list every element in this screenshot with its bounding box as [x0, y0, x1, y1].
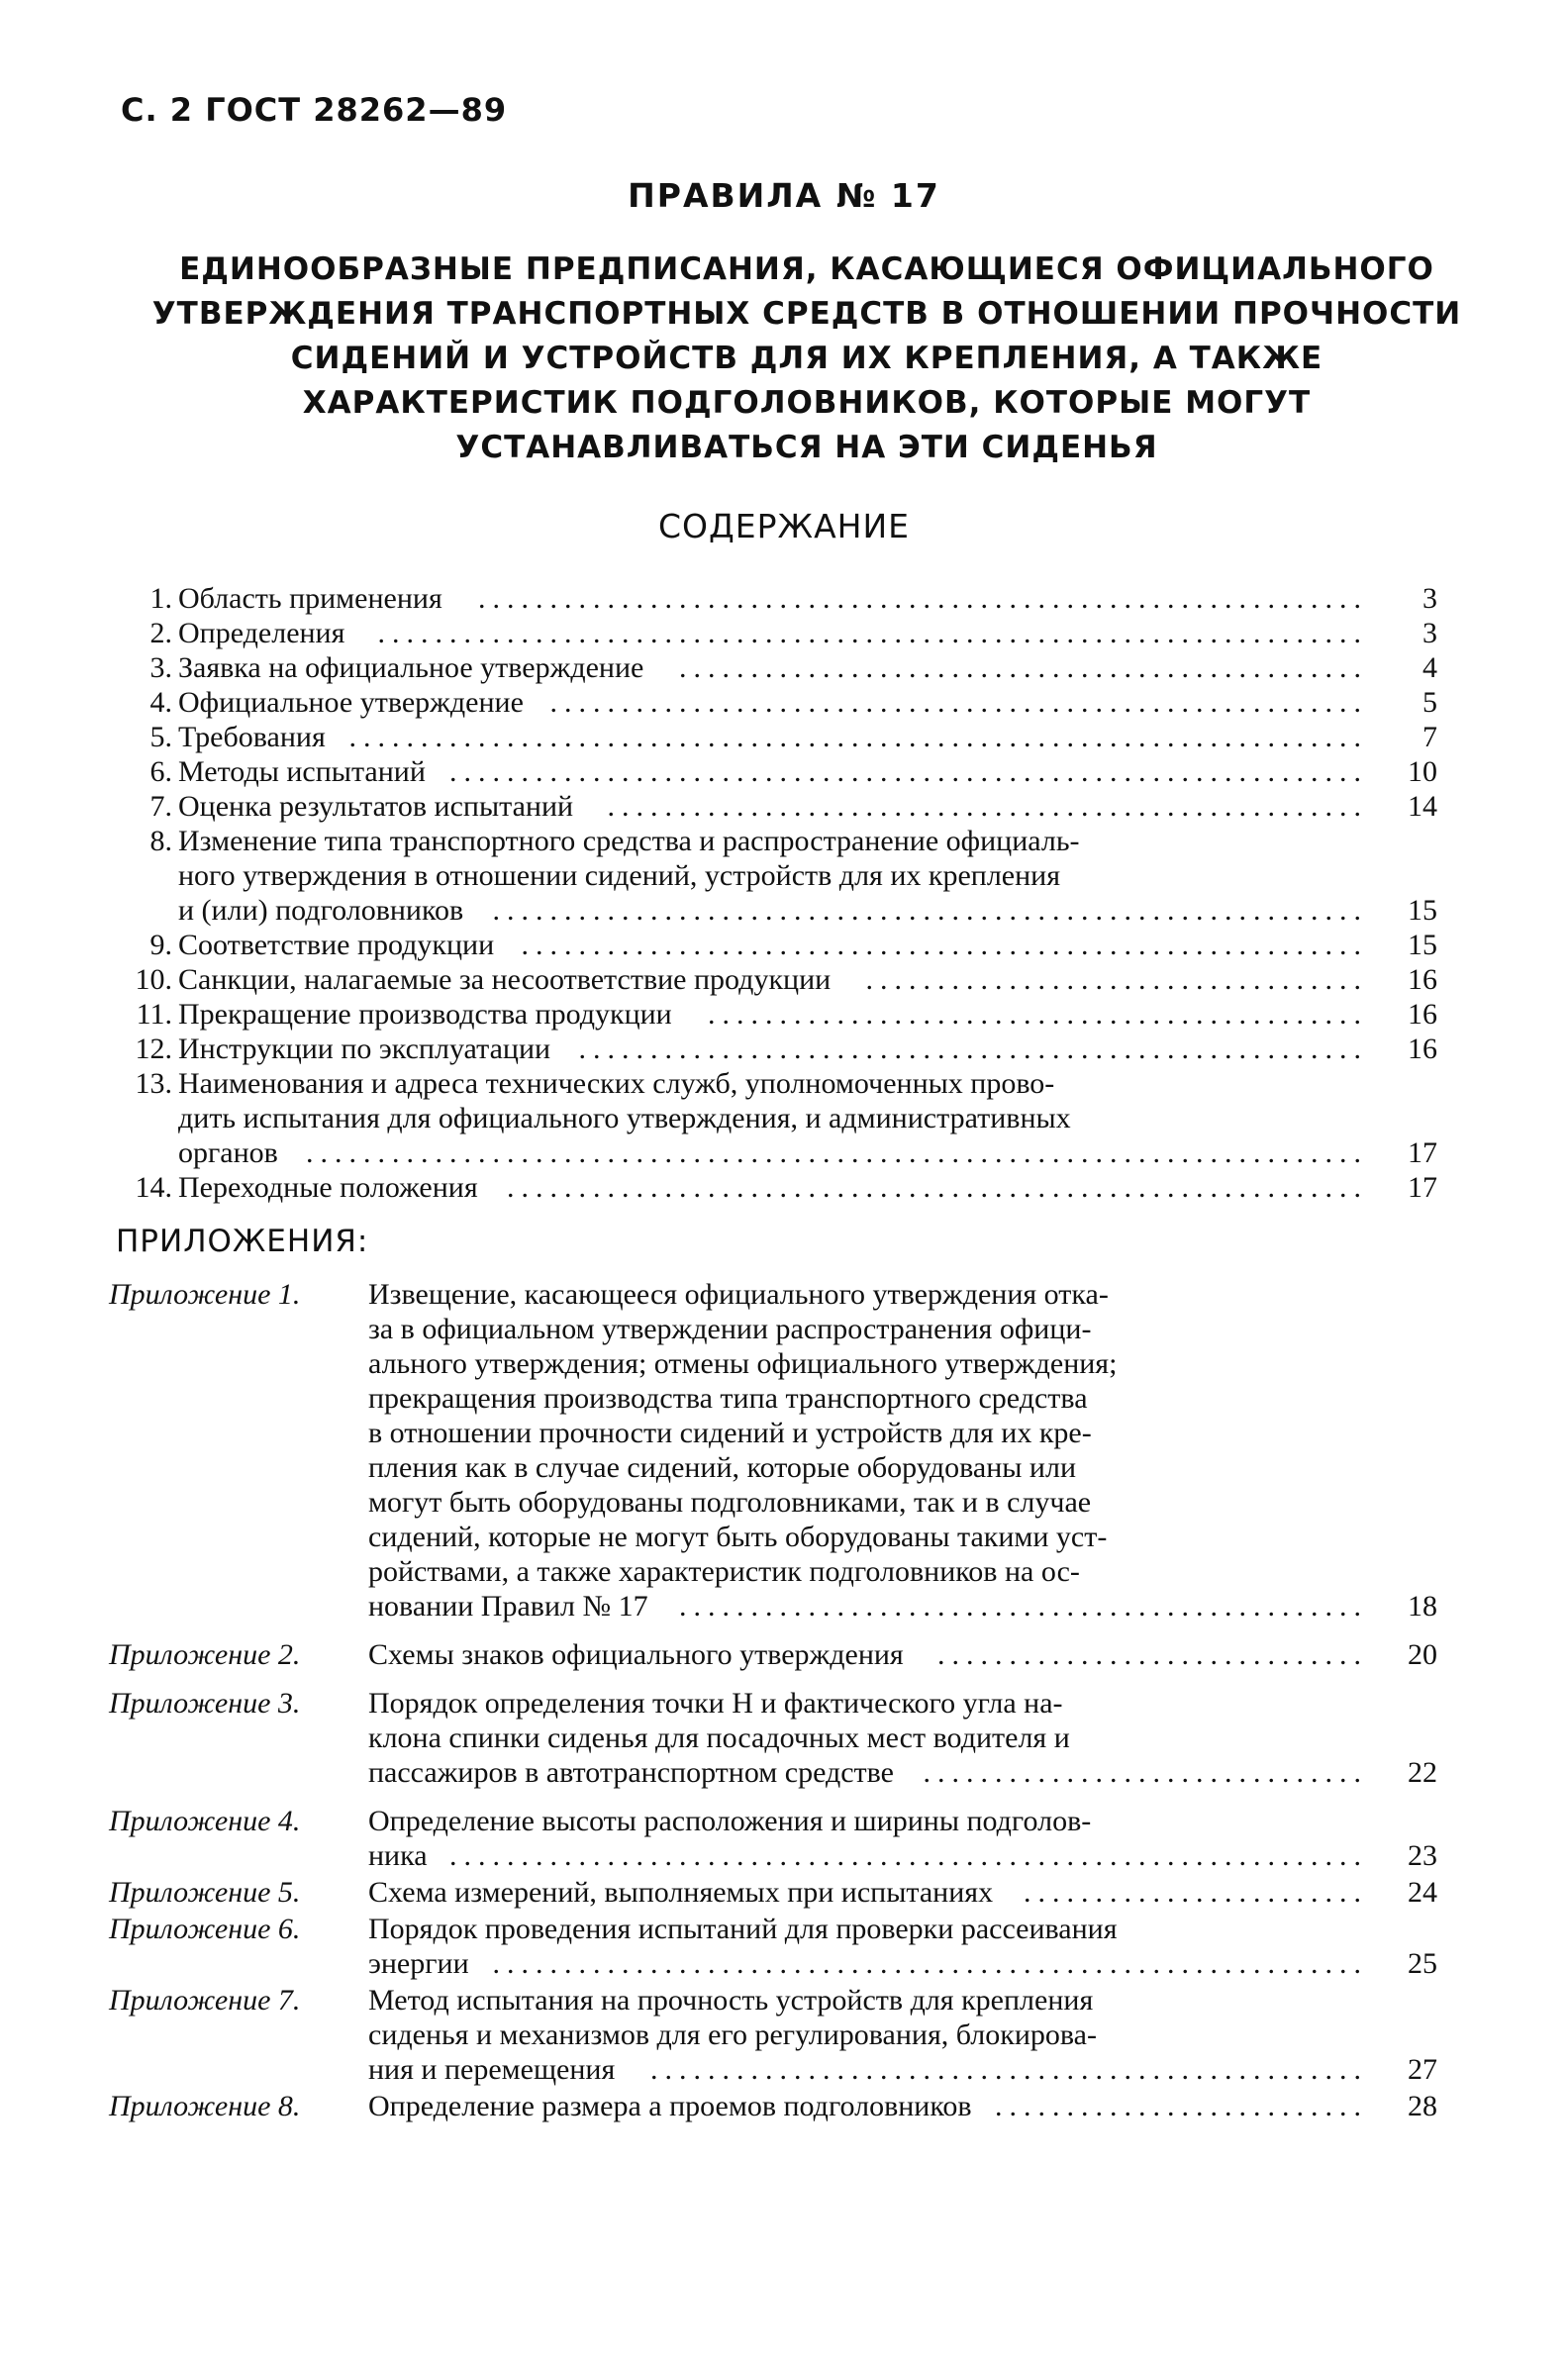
toc-line: [111, 581, 1437, 616]
toc-text: Требования: [178, 721, 326, 753]
toc-text: Соответствие продукции: [178, 929, 495, 961]
appendix-entry: [109, 1983, 1437, 2087]
toc-text: и (или) подголовников: [178, 894, 464, 927]
toc-number: 9.: [149, 929, 172, 961]
toc-line: [111, 928, 1437, 962]
leader-dots: .....................................................................: [377, 617, 1368, 649]
toc-line: [111, 1032, 1437, 1066]
appendix-line: [368, 1554, 1437, 1589]
toc-line: [111, 754, 1437, 789]
toc-line: [111, 893, 1437, 928]
leader-dots: ................................................: [679, 1590, 1368, 1623]
appendix-label: Приложение 3.: [109, 1687, 301, 1720]
document-title-line: ХАРАКТЕРИСТИК ПОДГОЛОВНИКОВ, КОТОРЫЕ МОГУТ: [302, 385, 1312, 421]
appendix-page-number: 28: [1408, 2090, 1437, 2122]
document-title-line: УСТАНАВЛИВАТЬСЯ НА ЭТИ СИДЕНЬЯ: [455, 430, 1158, 465]
toc-number: 13.: [135, 1067, 172, 1100]
toc-line: [111, 1135, 1437, 1170]
toc-text: дить испытания для официального утверждения, и административных: [178, 1102, 1071, 1134]
toc-number: 12.: [135, 1033, 172, 1065]
rules-title: ПРАВИЛА № 17: [628, 176, 940, 215]
toc-entry: [111, 1032, 1437, 1066]
toc-page-number: 15: [1408, 894, 1437, 927]
toc-entry: [111, 997, 1437, 1032]
appendix-text: Порядок определения точки H и фактического угла на-: [368, 1687, 1063, 1720]
leader-dots: .............................................................: [492, 1947, 1368, 1980]
appendix-line: [368, 1755, 1437, 1790]
toc-line: [111, 858, 1437, 893]
toc-number: 8.: [149, 825, 172, 857]
toc-page-number: 16: [1408, 963, 1437, 996]
leader-dots: ..............................................: [708, 998, 1368, 1031]
appendix-page-number: 24: [1408, 1876, 1437, 1909]
leader-dots: ..................................................: [650, 2053, 1368, 2086]
appendix-text: Метод испытания на прочность устройств для крепления: [368, 1984, 1094, 2017]
toc-entry: [111, 754, 1437, 789]
document-title-line: УТВЕРЖДЕНИЯ ТРАНСПОРТНЫХ СРЕДСТВ В ОТНОШЕНИИ ПРОЧНОСТИ: [151, 296, 1462, 332]
appendix-label: Приложение 4.: [109, 1805, 301, 1837]
appendix-text: ройствами, а также характеристик подголовников на ос-: [368, 1555, 1080, 1588]
toc-text: Методы испытаний: [178, 755, 426, 788]
toc-text: Прекращение производства продукции: [178, 998, 672, 1031]
toc-number: 2.: [149, 617, 172, 649]
appendix-page-number: 25: [1408, 1947, 1437, 1980]
toc-text: Определения: [178, 617, 345, 649]
appendices-list: [109, 1277, 1437, 2137]
appendix-line: [368, 1912, 1437, 1946]
toc-entry: [111, 1170, 1437, 1205]
leader-dots: ..........................................................................: [306, 1136, 1368, 1169]
toc-line: [111, 1101, 1437, 1135]
appendix-text: сиденья и механизмов для его регулирования, блокирова-: [368, 2018, 1097, 2051]
document-title-line: ЕДИНООБРАЗНЫЕ ПРЕДПИСАНИЯ, КАСАЮЩИЕСЯ ОФИЦИАЛЬНОГО: [179, 251, 1434, 287]
leader-dots: ...........................................................: [521, 929, 1368, 961]
toc-page-number: 4: [1422, 651, 1437, 684]
toc-entry: [111, 685, 1437, 720]
toc-text: ного утверждения в отношении сидений, устройств для их крепления: [178, 859, 1061, 892]
appendix-text: пления как в случае сидений, которые оборудованы или: [368, 1451, 1077, 1484]
toc-entry: [111, 720, 1437, 754]
appendix-entry: [109, 1277, 1437, 1624]
appendix-entry: [109, 1804, 1437, 1873]
toc-entry: [111, 928, 1437, 962]
appendix-entry: [109, 1912, 1437, 1981]
appendix-line: [368, 1838, 1437, 1873]
toc-page-number: 10: [1408, 755, 1437, 788]
appendix-text: сидений, которые не могут быть оборудованы такими уст-: [368, 1521, 1108, 1553]
toc-line: [111, 1170, 1437, 1205]
leader-dots: ...............................: [923, 1756, 1368, 1789]
toc-number: 11.: [136, 998, 172, 1031]
document-title-line: СИДЕНИЙ И УСТРОЙСТВ ДЛЯ ИХ КРЕПЛЕНИЯ, А ТАКЖЕ: [290, 341, 1323, 376]
toc-entry: [111, 1066, 1437, 1170]
appendix-line: [368, 1983, 1437, 2018]
toc-line: [111, 650, 1437, 685]
toc-line: [111, 962, 1437, 997]
appendix-page-number: 20: [1408, 1638, 1437, 1671]
leader-dots: ................................................................: [449, 1839, 1368, 1872]
leader-dots: ................................................................: [449, 755, 1368, 788]
appendix-text: прекращения производства типа транспортного средства: [368, 1382, 1088, 1415]
appendix-page-number: 18: [1408, 1590, 1437, 1623]
appendix-line: [368, 1416, 1437, 1450]
appendix-text: ального утверждения; отмены официального утверждения;: [368, 1347, 1118, 1380]
toc-page-number: 7: [1422, 721, 1437, 753]
appendix-label: Приложение 8.: [109, 2090, 301, 2122]
leader-dots: .............................................................: [492, 894, 1368, 927]
toc-number: 10.: [135, 963, 172, 996]
toc-text: Официальное утверждение: [178, 686, 524, 719]
appendix-line: [368, 2089, 1437, 2123]
appendix-line: [368, 1804, 1437, 1838]
toc-text: Оценка результатов испытаний: [178, 790, 574, 823]
toc-page-number: 14: [1408, 790, 1437, 823]
appendix-label: Приложение 6.: [109, 1913, 301, 1945]
appendix-label: Приложение 1.: [109, 1278, 301, 1311]
appendix-line: [368, 1346, 1437, 1381]
appendix-line: [368, 1520, 1437, 1554]
appendix-line: [368, 1946, 1437, 1981]
appendix-line: [368, 1277, 1437, 1312]
appendix-text: в отношении прочности сидений и устройств для их кре-: [368, 1417, 1092, 1449]
leader-dots: ..............................: [937, 1638, 1368, 1671]
appendix-entry: [109, 1686, 1437, 1790]
toc-line: [111, 824, 1437, 858]
toc-entry: [111, 824, 1437, 928]
toc-number: 3.: [149, 651, 172, 684]
leader-dots: ...................................: [865, 963, 1368, 996]
appendix-line: [368, 2052, 1437, 2087]
leader-dots: ..........................: [995, 2090, 1368, 2122]
toc-entry: [111, 789, 1437, 824]
appendix-page-number: 23: [1408, 1839, 1437, 1872]
appendix-text: за в официальном утверждении распространения офици-: [368, 1313, 1092, 1345]
toc-text: Наименования и адреса технических служб, уполномоченных прово-: [178, 1067, 1055, 1100]
appendix-text: Определение высоты расположения и ширины подголов-: [368, 1805, 1092, 1837]
appendix-label: Приложение 5.: [109, 1876, 301, 1909]
appendices-heading: ПРИЛОЖЕНИЯ:: [116, 1224, 369, 1259]
leader-dots: .....................................................: [607, 790, 1368, 823]
toc-page-number: 16: [1408, 1033, 1437, 1065]
page-header: С. 2 ГОСТ 28262—89: [121, 91, 508, 129]
appendix-line: [368, 1312, 1437, 1346]
toc-text: Область применения: [178, 582, 442, 615]
toc-number: 1.: [149, 582, 172, 615]
appendix-line: [368, 1637, 1437, 1672]
toc-line: [111, 685, 1437, 720]
appendix-line: [368, 1686, 1437, 1721]
appendix-text: ния и перемещения: [368, 2053, 616, 2086]
appendix-entry: [109, 2089, 1437, 2123]
appendix-page-number: 27: [1408, 2053, 1437, 2086]
leader-dots: ................................................: [679, 651, 1368, 684]
leader-dots: .......................................................................: [348, 721, 1368, 753]
contents-heading: СОДЕРЖАНИЕ: [657, 507, 911, 545]
toc-line: [111, 789, 1437, 824]
toc-entry: [111, 616, 1437, 650]
appendix-line: [368, 1381, 1437, 1416]
toc-text: Санкции, налагаемые за несоответствие продукции: [178, 963, 832, 996]
appendix-text: энергии: [368, 1947, 469, 1980]
appendix-text: Определение размера a проемов подголовников: [368, 2090, 972, 2122]
appendix-text: Порядок проведения испытаний для проверки рассеивания: [368, 1913, 1118, 1945]
toc-number: 7.: [149, 790, 172, 823]
table-of-contents: [111, 581, 1437, 1205]
appendix-text: клона спинки сиденья для посадочных мест водителя и: [368, 1722, 1070, 1754]
appendix-entry: [109, 1875, 1437, 1910]
toc-text: Заявка на официальное утверждение: [178, 651, 644, 684]
appendix-text: новании Правил № 17: [368, 1590, 648, 1623]
appendix-line: [368, 1485, 1437, 1520]
document-title: [148, 247, 1465, 470]
toc-entry: [111, 581, 1437, 616]
toc-line: [111, 720, 1437, 754]
appendix-line: [368, 1450, 1437, 1485]
appendix-label: Приложение 7.: [109, 1984, 301, 2017]
toc-page-number: 5: [1422, 686, 1437, 719]
toc-page-number: 17: [1408, 1136, 1437, 1169]
toc-line: [111, 616, 1437, 650]
toc-entry: [111, 650, 1437, 685]
leader-dots: ........................: [1024, 1876, 1368, 1909]
toc-number: 6.: [149, 755, 172, 788]
leader-dots: ..............................................................: [478, 582, 1368, 615]
toc-text: Изменение типа транспортного средства и распространение официаль-: [178, 825, 1080, 857]
appendix-entry: [109, 1637, 1437, 1672]
appendix-text: Схемы знаков официального утверждения: [368, 1638, 904, 1671]
appendix-text: пассажиров в автотранспортном средстве: [368, 1756, 894, 1789]
leader-dots: .........................................................: [549, 686, 1368, 719]
leader-dots: ............................................................: [507, 1171, 1368, 1204]
appendix-label: Приложение 2.: [109, 1638, 301, 1671]
toc-line: [111, 997, 1437, 1032]
appendix-line: [368, 1875, 1437, 1910]
toc-page-number: 15: [1408, 929, 1437, 961]
toc-number: 14.: [135, 1171, 172, 1204]
toc-text: Переходные положения: [178, 1171, 478, 1204]
leader-dots: .......................................................: [578, 1033, 1368, 1065]
toc-entry: [111, 962, 1437, 997]
appendix-page-number: 22: [1408, 1756, 1437, 1789]
appendix-line: [368, 1589, 1437, 1624]
appendix-line: [368, 1721, 1437, 1755]
appendix-text: Извещение, касающееся официального утверждения отка-: [368, 1278, 1109, 1311]
toc-number: 4.: [149, 686, 172, 719]
toc-page-number: 17: [1408, 1171, 1437, 1204]
toc-page-number: 3: [1422, 582, 1437, 615]
toc-number: 5.: [149, 721, 172, 753]
toc-text: Инструкции по эксплуатации: [178, 1033, 551, 1065]
toc-line: [111, 1066, 1437, 1101]
appendix-text: ника: [368, 1839, 428, 1872]
toc-page-number: 3: [1422, 617, 1437, 649]
appendix-line: [368, 2018, 1437, 2052]
appendix-text: могут быть оборудованы подголовниками, так и в случае: [368, 1486, 1092, 1519]
appendix-text: Схема измерений, выполняемых при испытаниях: [368, 1876, 994, 1909]
toc-page-number: 16: [1408, 998, 1437, 1031]
toc-text: органов: [178, 1136, 278, 1169]
